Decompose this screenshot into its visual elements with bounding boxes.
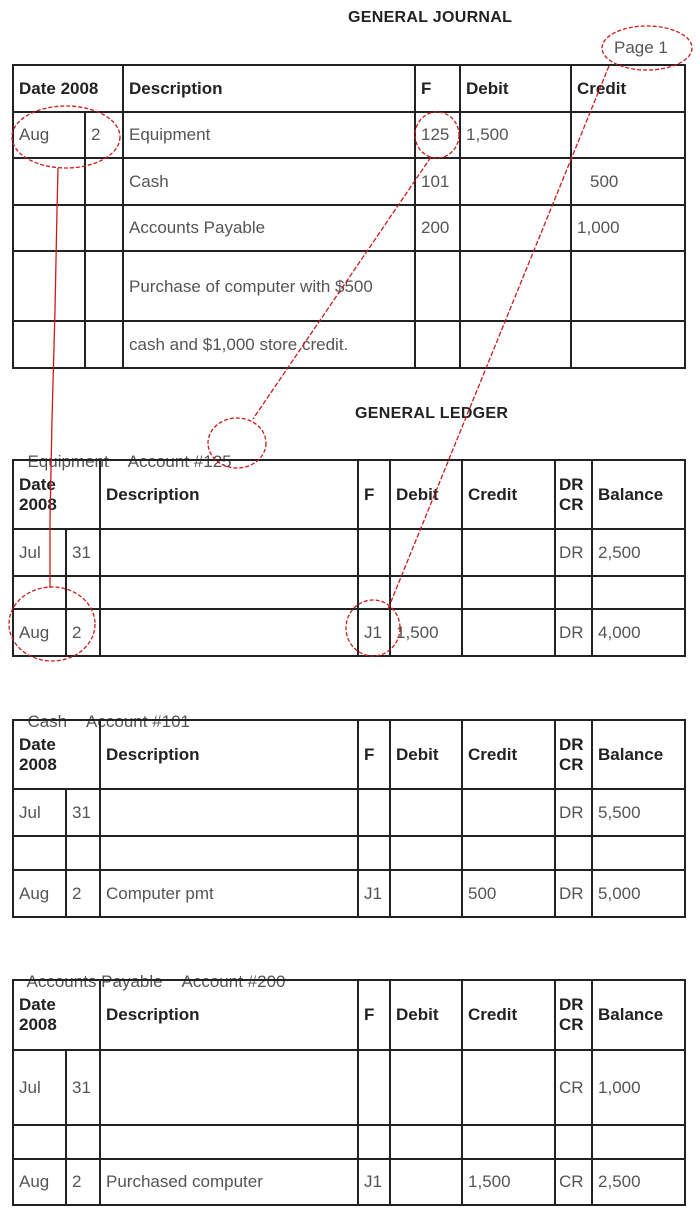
row-credit [462,789,555,836]
header-balance: Balance [592,720,685,789]
row-description [100,529,358,576]
entry-debit [460,158,571,205]
entry-day: 2 [85,112,123,158]
journal-row [13,112,685,158]
row-drcr [555,836,592,870]
row-folio [358,1050,390,1125]
row-debit [390,836,462,870]
row-day: 2 [66,1159,100,1205]
account-number: Account #200 [181,972,286,991]
entry-month: Aug [13,112,85,158]
ledger-row [13,529,685,576]
account-number: Account #101 [86,712,191,731]
row-balance: 5,000 [592,870,685,917]
header-date: Date 2008 [13,980,100,1050]
header-credit: Credit [462,980,555,1050]
row-description: Computer pmt [100,870,358,917]
row-debit [390,529,462,576]
entry-credit: 500 [571,158,685,205]
row-credit [462,529,555,576]
row-folio [358,529,390,576]
header-description: Description [100,980,358,1050]
account-name: Accounts Payable [26,972,163,991]
entry-folio: 125 [415,112,460,158]
header-description: Description [100,460,358,529]
ledger-row [13,1125,685,1159]
entry-narration: Purchase of computer with $500 [123,251,415,321]
ledger-row [13,609,685,656]
entry-credit [571,321,685,368]
ledger-table-accounts-payable [12,979,686,1206]
entry-folio: 101 [415,158,460,205]
row-description [100,789,358,836]
account-name: Equipment [27,452,109,471]
general-journal-table [12,64,686,369]
header-debit: Debit [390,980,462,1050]
entry-day [85,158,123,205]
header-credit: Credit [462,460,555,529]
row-debit [390,576,462,609]
header-debit: Debit [460,65,571,112]
ledger-table-cash [12,719,686,918]
row-credit [462,609,555,656]
entry-month [13,158,85,205]
entry-credit: 1,000 [571,205,685,251]
row-drcr: DR [555,529,592,576]
row-month: Jul [13,529,66,576]
entry-description: Accounts Payable [123,205,415,251]
page-number-label: Page 1 [614,38,668,57]
header-description: Description [123,65,415,112]
header-folio: F [358,460,390,529]
ledger-row [13,836,685,870]
entry-folio: 200 [415,205,460,251]
row-month: Aug [13,1159,66,1205]
journal-row [13,205,685,251]
row-debit [390,1125,462,1159]
row-balance [592,836,685,870]
row-day: 2 [66,870,100,917]
row-folio: J1 [358,609,390,656]
ledger-title: GENERAL LEDGER [355,405,509,422]
ledger-header-row [13,980,685,1050]
ledger-row [13,1050,685,1125]
entry-debit [460,205,571,251]
header-folio: F [358,720,390,789]
row-month [13,576,66,609]
header-balance: Balance [592,460,685,529]
row-debit [390,1050,462,1125]
header-date: Date 2008 [13,720,100,789]
journal-row [13,158,685,205]
row-credit [462,576,555,609]
row-balance [592,1125,685,1159]
account-name: Cash [27,712,68,731]
header-balance: Balance [592,980,685,1050]
row-day: 31 [66,529,100,576]
row-description [100,576,358,609]
row-credit: 1,500 [462,1159,555,1205]
ledger-header-row [13,460,685,529]
row-month [13,836,66,870]
entry-credit [571,112,685,158]
entry-folio [415,251,460,321]
row-drcr [555,1125,592,1159]
row-drcr: DR [555,870,592,917]
ledger-row [13,576,685,609]
journal-header-row [13,65,685,112]
ledger-row [13,789,685,836]
header-folio: F [358,980,390,1050]
entry-month [13,321,85,368]
row-month: Jul [13,1050,66,1125]
row-debit [390,789,462,836]
ledger-row [13,1159,685,1205]
ledger-table-equipment [12,459,686,657]
entry-debit: 1,500 [460,112,571,158]
row-description: Purchased computer [100,1159,358,1205]
row-debit [390,1159,462,1205]
entry-month [13,251,85,321]
row-balance: 2,500 [592,529,685,576]
row-day [66,576,100,609]
entry-day [85,205,123,251]
header-description: Description [100,720,358,789]
row-day: 31 [66,1050,100,1125]
row-credit [462,836,555,870]
entry-description: Cash [123,158,415,205]
row-folio [358,789,390,836]
row-credit: 500 [462,870,555,917]
row-month: Jul [13,789,66,836]
row-folio: J1 [358,870,390,917]
header-debit: Debit [390,460,462,529]
row-description [100,609,358,656]
row-day [66,1125,100,1159]
entry-debit [460,321,571,368]
ledger-header-row [13,720,685,789]
row-debit: 1,500 [390,609,462,656]
row-day: 31 [66,789,100,836]
header-drcr: DR CR [555,720,592,789]
header-folio: F [415,65,460,112]
row-balance: 1,000 [592,1050,685,1125]
entry-narration: cash and $1,000 store credit. [123,321,415,368]
journal-row [13,321,685,368]
row-folio: J1 [358,1159,390,1205]
row-drcr [555,576,592,609]
row-balance: 5,500 [592,789,685,836]
entry-description: Equipment [123,112,415,158]
row-debit [390,870,462,917]
row-balance: 4,000 [592,609,685,656]
header-date: Date 2008 [13,460,100,529]
row-month: Aug [13,870,66,917]
row-day: 2 [66,609,100,656]
row-drcr: DR [555,789,592,836]
entry-folio [415,321,460,368]
journal-row [13,251,685,321]
entry-day [85,321,123,368]
row-credit [462,1125,555,1159]
header-drcr: DR CR [555,460,592,529]
row-credit [462,1050,555,1125]
row-drcr: DR [555,609,592,656]
row-description [100,836,358,870]
entry-debit [460,251,571,321]
row-month: Aug [13,609,66,656]
row-drcr: CR [555,1159,592,1205]
row-drcr: CR [555,1050,592,1125]
row-folio [358,836,390,870]
row-balance: 2,500 [592,1159,685,1205]
row-folio [358,1125,390,1159]
entry-month [13,205,85,251]
header-debit: Debit [390,720,462,789]
row-month [13,1125,66,1159]
row-description [100,1050,358,1125]
entry-day [85,251,123,321]
header-date: Date 2008 [13,65,123,112]
row-description [100,1125,358,1159]
header-credit: Credit [571,65,685,112]
row-folio [358,576,390,609]
row-day [66,836,100,870]
account-number: Account #125 [127,452,232,471]
header-drcr: DR CR [555,980,592,1050]
journal-title: GENERAL JOURNAL [348,9,513,26]
ledger-row [13,870,685,917]
row-balance [592,576,685,609]
header-credit: Credit [462,720,555,789]
entry-credit [571,251,685,321]
